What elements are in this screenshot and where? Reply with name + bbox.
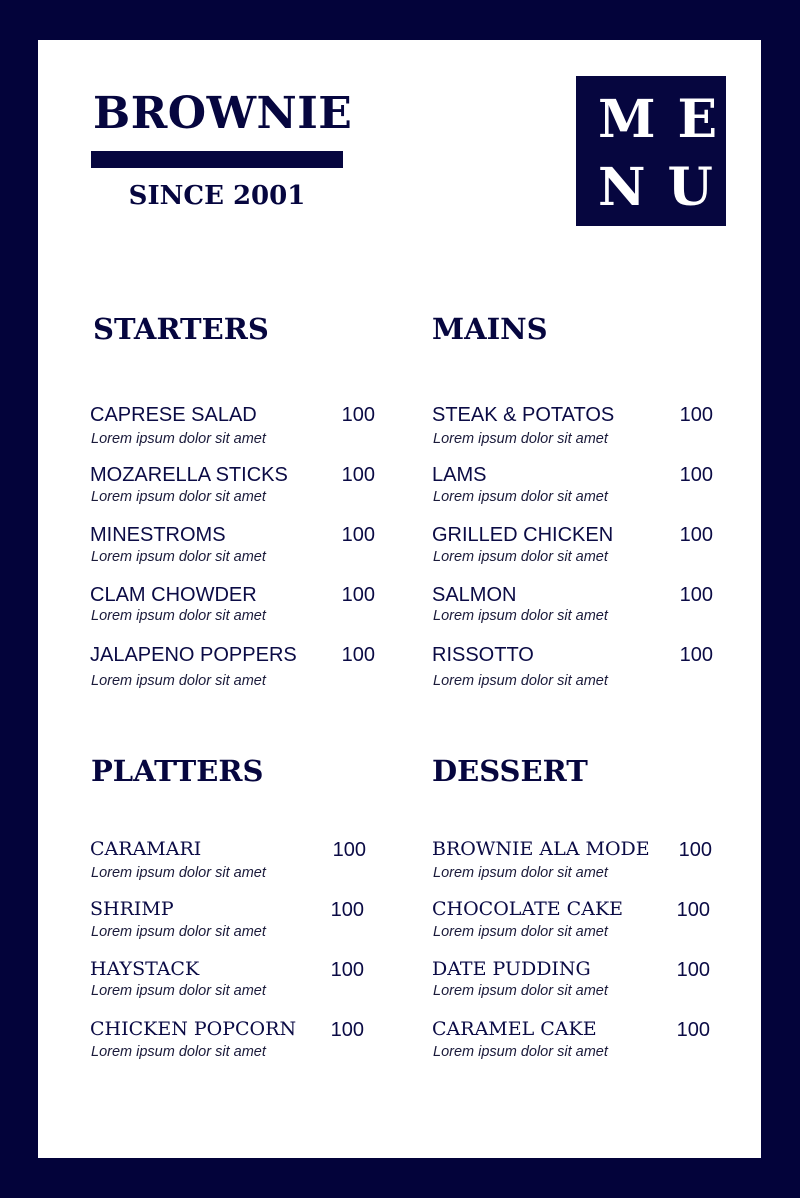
item-description: Lorem ipsum dolor sit amet: [433, 983, 608, 999]
item-description: Lorem ipsum dolor sit amet: [91, 549, 266, 565]
item-description: Lorem ipsum dolor sit amet: [433, 608, 608, 624]
item-name: DATE PUDDING: [432, 958, 591, 980]
item-name: CLAM CHOWDER: [90, 584, 257, 606]
item-name: CAPRESE SALAD: [90, 404, 257, 426]
item-description: Lorem ipsum dolor sit amet: [91, 673, 266, 689]
item-name: RISSOTTO: [432, 644, 534, 666]
item-description: Lorem ipsum dolor sit amet: [433, 549, 608, 565]
item-description: Lorem ipsum dolor sit amet: [91, 865, 266, 881]
item-price: 100: [330, 959, 364, 981]
brand-underline-bar: [91, 151, 343, 168]
item-price: 100: [679, 524, 713, 546]
item-price: 100: [330, 899, 364, 921]
item-name: HAYSTACK: [90, 958, 200, 980]
item-price: 100: [678, 839, 712, 861]
section-title-platters: PLATTERS: [91, 754, 264, 788]
item-description: Lorem ipsum dolor sit amet: [91, 431, 266, 447]
item-description: Lorem ipsum dolor sit amet: [91, 983, 266, 999]
item-price: 100: [679, 464, 713, 486]
item-description: Lorem ipsum dolor sit amet: [91, 608, 266, 624]
item-price: 100: [679, 644, 713, 666]
item-description: Lorem ipsum dolor sit amet: [91, 1044, 266, 1060]
item-name: CARAMARI: [90, 838, 202, 860]
section-title-starters: STARTERS: [93, 312, 269, 346]
item-description: Lorem ipsum dolor sit amet: [433, 673, 608, 689]
item-description: Lorem ipsum dolor sit amet: [433, 431, 608, 447]
item-price: 100: [341, 404, 375, 426]
brand-name: BROWNIE: [93, 88, 353, 139]
item-price: 100: [676, 959, 710, 981]
menu-badge-line-2: NU: [598, 157, 735, 218]
item-price: 100: [341, 584, 375, 606]
item-name: CHOCOLATE CAKE: [432, 898, 624, 920]
item-description: Lorem ipsum dolor sit amet: [91, 924, 266, 940]
item-price: 100: [341, 464, 375, 486]
item-description: Lorem ipsum dolor sit amet: [433, 924, 608, 940]
brand-since: SINCE 2001: [128, 181, 306, 211]
item-name: LAMS: [432, 464, 487, 486]
section-title-dessert: DESSERT: [432, 754, 588, 788]
item-price: 100: [341, 644, 375, 666]
menu-badge: [576, 76, 740, 226]
item-price: 100: [676, 1019, 710, 1041]
item-price: 100: [676, 899, 710, 921]
section-title-mains: MAINS: [432, 312, 548, 346]
item-description: Lorem ipsum dolor sit amet: [91, 489, 266, 505]
menu-badge-line-1: ME: [598, 89, 740, 150]
item-name: SHRIMP: [90, 898, 174, 920]
item-price: 100: [341, 524, 375, 546]
item-name: MINESTROMS: [90, 524, 226, 546]
item-price: 100: [679, 404, 713, 426]
item-price: 100: [679, 584, 713, 606]
item-name: BROWNIE ALA MODE: [432, 838, 650, 860]
item-name: CHICKEN POPCORN: [90, 1018, 297, 1040]
item-name: JALAPENO POPPERS: [90, 644, 297, 666]
item-price: 100: [332, 839, 366, 861]
item-name: CARAMEL CAKE: [432, 1018, 597, 1040]
item-description: Lorem ipsum dolor sit amet: [433, 1044, 608, 1060]
item-name: GRILLED CHICKEN: [432, 524, 614, 546]
item-name: MOZARELLA STICKS: [90, 464, 288, 486]
item-price: 100: [330, 1019, 364, 1041]
item-name: STEAK & POTATOS: [432, 404, 615, 426]
item-description: Lorem ipsum dolor sit amet: [433, 865, 608, 881]
item-description: Lorem ipsum dolor sit amet: [433, 489, 608, 505]
item-name: SALMON: [432, 584, 517, 606]
